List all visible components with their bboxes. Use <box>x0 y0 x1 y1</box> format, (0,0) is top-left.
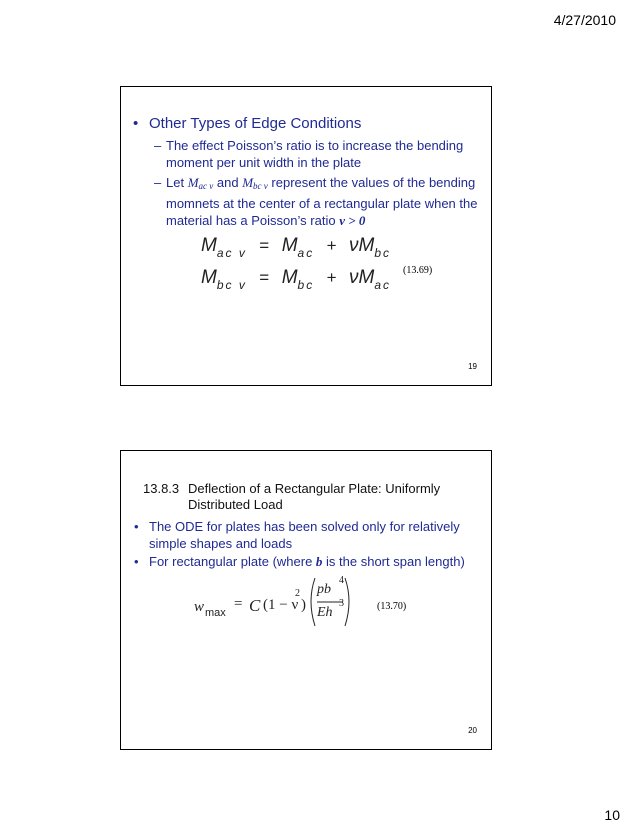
slide-19 <box>120 86 492 386</box>
dash-mark: – <box>154 175 162 190</box>
text-material: material has a Poisson’s ratio <box>166 213 340 228</box>
formula-num-exp: 4 <box>339 575 344 586</box>
eq-sub: bc <box>297 278 315 292</box>
equation-2 <box>201 267 391 292</box>
eq-op: + <box>326 236 337 255</box>
eq-op: = <box>259 236 270 255</box>
sub-bullet-let-m <box>154 174 486 229</box>
section-heading-number: 13.8.3 <box>143 481 180 496</box>
variable-b: b <box>315 554 323 569</box>
equation-number: (13.69) <box>403 265 433 276</box>
bullet-line: The ODE for plates has been solved only for relatively <box>149 519 460 534</box>
eq-sub: ac <box>374 278 392 292</box>
right-paren-shape <box>345 578 349 626</box>
formula-numerator: pb <box>317 582 331 597</box>
dash-mark: – <box>154 138 162 153</box>
print-date: 4/27/2010 <box>553 12 616 28</box>
formula-c: C <box>249 596 261 615</box>
bullet-text: is the short span length) <box>322 554 465 569</box>
sub-bullet-line: momnets at the center of a rectangular plate when the <box>166 196 478 211</box>
bullet-text: Other Types of Edge Conditions <box>149 115 362 132</box>
eq-sub: ac <box>297 246 315 260</box>
formula-den-exp: 3 <box>339 598 344 609</box>
text-let: Let <box>166 175 188 190</box>
bullet-edge-conditions <box>133 115 362 133</box>
formula-w: w <box>194 599 205 615</box>
sub-bullet-line: moment per unit width in the plate <box>166 155 362 170</box>
symbol-sub: ac v <box>198 181 214 191</box>
symbol-sub: bc v <box>253 181 268 191</box>
slide-number: 19 <box>468 362 477 371</box>
formula-w-sub: max <box>205 607 226 619</box>
sub-bullet-poisson-effect <box>154 137 486 171</box>
eq-sub: bc <box>374 246 392 260</box>
equation-1 <box>201 235 391 260</box>
bullet-dot: • <box>134 554 139 569</box>
formula-denominator: Eh <box>317 605 333 620</box>
bullet-dot: • <box>134 519 139 534</box>
page-number: 10 <box>604 807 620 823</box>
eq-term: M <box>281 267 298 288</box>
bullet-ode-solved <box>134 518 484 552</box>
symbol-m: M <box>187 175 199 190</box>
formula-sq: 2 <box>295 588 300 599</box>
formula-close: ) <box>301 597 306 613</box>
sub-bullet-line <box>166 212 486 229</box>
heading-line: Deflection of a Rectangular Plate: Uniformly <box>188 481 441 496</box>
eq-term: M <box>201 235 217 256</box>
eq-term: νM <box>349 235 375 256</box>
formula-eq: = <box>234 596 243 612</box>
eq-sub: bc v <box>216 278 247 292</box>
left-paren-shape <box>311 578 315 626</box>
eq-op: = <box>259 268 270 287</box>
bullet-text: For rectangular plate (where <box>149 554 316 569</box>
eq-term: M <box>201 267 217 288</box>
symbol-m: M <box>242 175 254 190</box>
eq-term: M <box>281 235 298 256</box>
heading-line: Distributed Load <box>188 497 283 512</box>
eq-op: + <box>326 268 337 287</box>
bullet-rect-plate <box>134 553 484 570</box>
text-and: and <box>213 175 243 190</box>
formula-paren: (1 − ν <box>263 597 299 613</box>
slide-20 <box>120 450 492 750</box>
sub-bullet-line <box>166 174 486 195</box>
poisson-condition: ν > 0 <box>339 213 366 228</box>
equation-number: (13.70) <box>377 601 407 612</box>
bullet-line: simple shapes and loads <box>149 536 293 551</box>
eq-sub: ac v <box>216 246 247 260</box>
bullet-dot: • <box>133 115 139 132</box>
slide-number: 20 <box>468 726 477 735</box>
eq-term: νM <box>349 267 375 288</box>
text-rest: represent the values of the bending <box>267 175 476 190</box>
section-heading <box>188 481 440 513</box>
sub-bullet-line: The effect Poisson’s ratio is to increase the bending <box>166 138 464 153</box>
